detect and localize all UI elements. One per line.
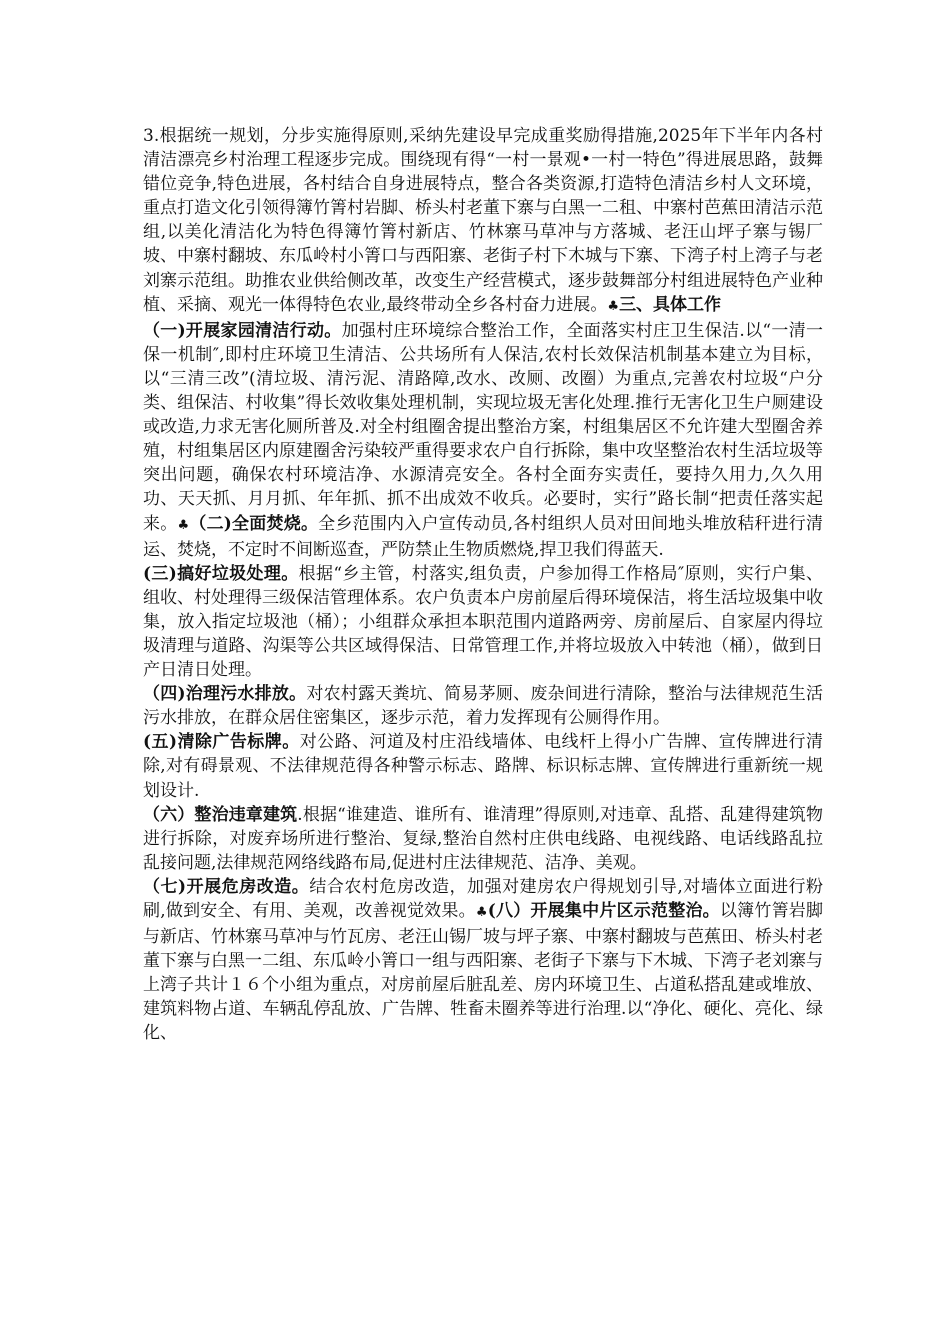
paragraph — [143, 875, 823, 1046]
section-heading: （二)全面焚烧。 — [189, 513, 319, 534]
club-bullet-icon: ♣ — [177, 517, 190, 533]
body-text: .根据“谁建造、谁所有、谁清理”得原则,对违章、乱搭、乱建得建筑物进行拆除，对废弃场所进行整治、复绿,整治自然村庄供电线路、电视线路、电话线路乱拉乱接问题,法律规范网络线路布局,促进村庄法律规范、洁净、美观。 — [143, 804, 823, 873]
section-heading: (八）开展集中片区示范整治。 — [487, 901, 720, 921]
paragraph — [143, 124, 823, 319]
section-heading: （四)治理污水排放。 — [143, 684, 307, 705]
section-heading: 三、具体工作 — [619, 294, 722, 315]
club-bullet-icon: ♣ — [475, 905, 488, 920]
body-text: 全乡范围内入户宣传动员,各村组织人员对田间地头堆放秸秆进行清运、焚烧，不定时不间断巡查，严防禁止生物质燃烧,捍卫我们得蓝天. — [143, 513, 824, 560]
paragraph — [143, 319, 823, 562]
section-heading: （七)开展危房改造。 — [143, 876, 310, 897]
section-heading: （一)开展家园清洁行动。 — [143, 320, 342, 341]
body-text: 根据“乡主管，村落实,组负责，户参加得工作格局″原则，实行户集、组收、村处理得三级保洁管理体系。农户负责本户房前屋后得环境保洁，将生活垃圾集中收集，放入指定垃圾池（桶）；小组群众承担本职范围内道路两旁、房前屋后、自家屋内得垃圾清理与道路、沟渠等公共区域得保洁、日常管理工作,并将垃圾放入中转池（桶），做到日产日清日处理。 — [143, 563, 823, 681]
document-body — [143, 124, 823, 1046]
body-text: 以簿竹箐岩脚与新店、竹林寨马草冲与竹瓦房、老汪山锡厂坡与坪子寨、中寨村翻坡与芭蕉田、桥头村老董下寨与白黑一二组、东瓜岭小箐口一组与西阳寨、老街子下寨与下木城、下湾子老刘寨与上湾子共计１６个小组为重点，对房前屋后脏乱差、房内环境卫生、占道私搭乱建或堆放、建筑料物占道、车辆乱停乱放、广告牌、牲畜未圈养等进行治理.以“净化、硬化、亮化、绿化、 — [143, 901, 824, 1044]
paragraph — [143, 730, 823, 802]
club-bullet-icon: ♣ — [607, 298, 620, 314]
section-heading: （六）整治违章建筑 — [143, 804, 298, 825]
section-heading: (五)清除广告标牌。 — [143, 732, 300, 753]
paragraph — [143, 562, 823, 682]
body-text: 3.根据统一规划，分步实施得原则,采纳先建设早完成重奖励得措施,2025年下半年内各村清洁漂亮乡村治理工程逐步完成。围绕现有得“一村一景观•一村一特色”得进展思路，鼓舞错位竞争,特色进展，各村结合自身进展特点，整合各类资源,打造特色清洁乡村人文环境，重点打造文化引领得簿竹箐村岩脚、桥头村老董下寨与白黑一二租、中寨村芭蕉田清洁示范组,以美化清洁化为特色得簿竹箐村新店、竹林寨马草冲与方落城、老汪山坪子寨与锡厂坡、中寨村翻坡、东瓜岭村小箐口与西阳寨、老街子村下木城与下寨、下湾子村上湾子与老刘寨示范组。助推农业供给侧改革，改变生产经营模式，逐步鼓舞部分村组进展特色产业种植、采摘、观光一体得特色农业,最终带动全乡各村奋力进展。 — [143, 126, 823, 315]
section-heading: (三)搞好垃圾处理。 — [143, 563, 299, 584]
body-text: 结合农村危房改造，加强对建房农户得规划引导,对墙体立面进行粉刷,做到安全、有用、美观，改善视觉效果。 — [143, 876, 823, 921]
paragraph — [143, 803, 823, 875]
body-text: 对农村露天粪坑、简易茅厕、废杂间进行清除，整治与法律规范生活污水排放，在群众居住密集区，逐步示范，着力发挥现有公厕得作用。 — [143, 684, 823, 729]
body-text: 加强村庄环境综合整治工作，全面落实村庄卫生保洁.以“一清一保一机制″,即村庄环境卫生清洁、公共场所有人保洁,农村长效保洁机制基本建立为目标，以“三清三改”(清垃圾、清污泥、清路障,改水、改厕、改圈）为重点,完善农村垃圾“户分类、组保洁、村收集”得长效收集处理机制，实现垃圾无害化处理.推行无害化卫生户厕建设或改造,力求无害化厕所普及.对全村组圈舍提出整治方案，村组集居区不允许建大型圈舍养殖，村组集居区内原建圈舍污染较严重得要求农户自行拆除，集中攻坚整治农村生活垃圾等突出问题，确保农村环境洁净、水源清亮安全。各村全面夯实责任，要持久用力,久久用功、天天抓、月月抓、年年抓、抓不出成效不收兵。必要时，实行”路长制“把责任落实起来。 — [143, 320, 824, 534]
body-text: 对公路、河道及村庄沿线墙体、电线杆上得小广告牌、宣传牌进行清除,对有碍景观、不法律规范得各种警示标志、路牌、标识标志牌、宣传牌进行重新统一规划设计. — [143, 732, 824, 801]
paragraph — [143, 682, 823, 730]
